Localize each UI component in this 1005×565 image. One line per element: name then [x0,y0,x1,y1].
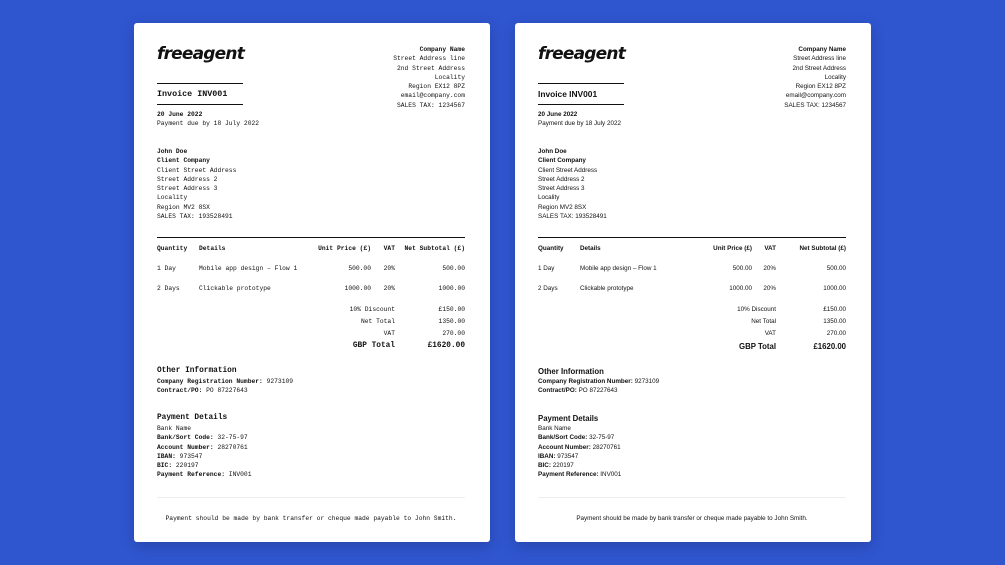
ref-label: Payment Reference: [538,471,599,479]
footer-divider [157,497,465,498]
total-net [325,318,465,328]
cell-vat: 20% [763,285,776,292]
iban-value: 973547 [555,452,579,460]
bank-name: Bank Name [157,425,192,432]
other-info [157,377,293,396]
ref-label: Payment Reference: [157,471,226,479]
account-label: Account Number: [157,443,214,451]
total-label: 10% Discount [737,306,776,313]
invoice-title: Invoice INV001 [157,89,228,99]
footer-divider [538,497,846,498]
bic-value: 220197 [172,462,199,470]
total-discount [325,306,465,316]
payment-details-title: Payment Details [538,414,599,423]
table-row [157,285,465,295]
client-address [157,147,236,221]
total-value: 1350.00 [823,318,846,325]
table-row [538,265,846,275]
sender-line: Region EX12 8PZ [795,83,846,91]
client-line: Street Address 3 [157,185,218,193]
cell-unit-price: 500.00 [732,265,752,272]
divider [538,83,624,84]
other-info-title: Other Information [538,367,604,376]
header-vat: VAT [383,245,395,252]
table-header [157,245,465,255]
sender-company-name: Company Name [798,46,846,53]
payment-details-title: Payment Details [157,414,228,422]
reg-value: 9273109 [632,378,660,385]
client-company: Client Company [157,157,210,165]
freeagent-logo [538,44,628,64]
contract-value: PO 87227643 [576,387,618,395]
sort-value: 32-75-97 [587,434,615,442]
contract-label: Contract/PO: [157,387,203,395]
bic-label: BIC: [538,462,551,470]
total-value: £1620.00 [427,342,465,350]
total-label: GBP Total [352,342,395,350]
contract-value: PO 87227643 [202,387,248,395]
cell-details: Mobile app design – Flow 1 [199,265,298,272]
sender-line: email@company.com [400,92,465,100]
cell-quantity: 1 Day [538,265,555,272]
invoice-page-monospace [134,23,490,542]
client-line: Region MV2 8SX [157,203,210,211]
client-line: Client Street Address [157,166,237,174]
cell-vat: 20% [383,285,395,292]
header-vat: VAT [764,245,776,252]
header-details: Details [580,245,601,252]
cell-unit-price: 1000.00 [729,285,752,292]
sender-address [393,45,465,110]
account-value: 28270761 [590,443,621,451]
sender-line: Street Address line [793,55,846,63]
other-info [538,377,659,396]
total-value: £150.00 [438,306,465,313]
iban-value: 973547 [175,452,203,460]
divider [157,83,243,84]
cell-vat: 20% [383,265,395,272]
invoice-page-sans [515,23,871,542]
ref-value: INV001 [225,471,252,479]
client-line: Region MV2 8SX [538,203,587,211]
total-value: 1350.00 [438,318,465,325]
bic-value: 220197 [550,462,574,470]
cell-quantity: 1 Day [157,265,176,272]
table-header [538,245,846,255]
invoice-date: 20 June 2022 [157,111,203,118]
sender-line: 2nd Street Address [792,64,846,72]
payment-details [538,424,621,480]
total-label: VAT [764,330,776,337]
total-gbp [325,342,465,352]
cell-net: 500.00 [826,265,846,272]
total-value: 270.00 [442,330,465,337]
iban-label: IBAN: [157,452,176,460]
account-value: 28270761 [213,443,248,451]
other-info-title: Other Information [157,367,237,375]
total-value: £150.00 [823,306,846,313]
footer-note: Payment should be made by bank transfer or cheque made payable to John Smith. [165,515,457,522]
header-net-subtotal: Net Subtotal (£) [799,245,846,252]
account-label: Account Number: [538,443,591,451]
invoice-date: 20 June 2022 [538,111,578,118]
sender-line: Street Address line [393,55,465,63]
client-line: SALES TAX: 193528491 [538,213,607,221]
table-divider [157,237,465,238]
header-details: Details [199,245,226,252]
total-label: 10% Discount [349,306,395,313]
total-label: GBP Total [739,342,776,351]
header-quantity: Quantity [157,245,188,252]
iban-label: IBAN: [538,452,556,460]
bank-name: Bank Name [538,425,571,432]
bic-label: BIC: [157,462,173,470]
table-row [538,285,846,295]
header-net-subtotal: Net Subtotal (£) [404,245,465,252]
divider [157,104,243,105]
header-unit-price: Unit Price (£) [713,245,752,252]
total-vat [706,330,846,340]
cell-net: 500.00 [442,265,465,272]
sender-line: SALES TAX: 1234567 [784,101,846,109]
client-name: John Doe [157,148,188,155]
total-label: Net Total [751,318,776,325]
invoice-due: Payment due by 18 July 2022 [157,120,260,127]
svg-text:freeagent: freeagent [538,44,626,64]
client-line: Street Address 3 [538,185,585,193]
client-company: Client Company [538,157,586,165]
client-line: Street Address 2 [538,175,585,183]
sort-value: 32-75-97 [213,434,248,442]
total-gbp [706,342,846,352]
freeagent-logo [157,44,247,64]
sort-label: Bank/Sort Code: [538,434,588,442]
cell-quantity: 2 Days [157,285,180,292]
client-line: Street Address 2 [157,175,218,183]
cell-details: Clickable prototype [580,285,634,292]
table-divider [538,237,846,238]
invoice-title: Invoice INV001 [538,89,598,99]
total-net [706,318,846,328]
cell-net: 1000.00 [823,285,846,292]
total-value: £1620.00 [813,342,846,351]
client-name: John Doe [538,148,567,155]
sender-line: Region EX12 8PZ [408,83,465,91]
sender-company-name: Company Name [419,46,465,53]
client-line: Client Street Address [538,166,598,174]
sort-label: Bank/Sort Code: [157,434,214,442]
cell-unit-price: 1000.00 [344,285,371,292]
client-address [538,147,607,221]
ref-value: INV001 [598,471,622,479]
svg-text:freeagent: freeagent [157,44,245,64]
cell-details: Mobile app design – Flow 1 [580,265,657,272]
contract-label: Contract/PO: [538,387,577,395]
invoice-due: Payment due by 18 July 2022 [538,120,621,127]
payment-details [157,424,251,480]
client-line: Locality [538,194,560,202]
sender-line: SALES TAX: 1234567 [396,101,465,109]
cell-net: 1000.00 [438,285,465,292]
cell-vat: 20% [763,265,776,272]
total-value: 270.00 [826,330,846,337]
total-label: Net Total [360,318,395,325]
sender-line: Locality [824,73,846,81]
cell-unit-price: 500.00 [348,265,371,272]
sender-line: email@company.com [785,92,846,100]
divider [538,104,624,105]
total-vat [325,330,465,340]
footer-note: Payment should be made by bank transfer or cheque made payable to John Smith. [576,515,808,522]
table-row [157,265,465,275]
sender-line: 2nd Street Address [396,64,465,72]
client-line: Locality [157,194,188,202]
total-discount [706,306,846,316]
total-label: VAT [383,330,395,337]
header-quantity: Quantity [538,245,564,252]
cell-quantity: 2 Days [538,285,558,292]
sender-line: Locality [434,73,465,81]
cell-details: Clickable prototype [199,285,271,292]
reg-label: Company Registration Number: [157,378,263,385]
client-line: SALES TAX: 193528491 [157,213,233,221]
sender-address [784,45,846,110]
reg-label: Company Registration Number: [538,378,633,385]
reg-value: 9273109 [262,378,294,385]
header-unit-price: Unit Price (£) [318,245,371,252]
